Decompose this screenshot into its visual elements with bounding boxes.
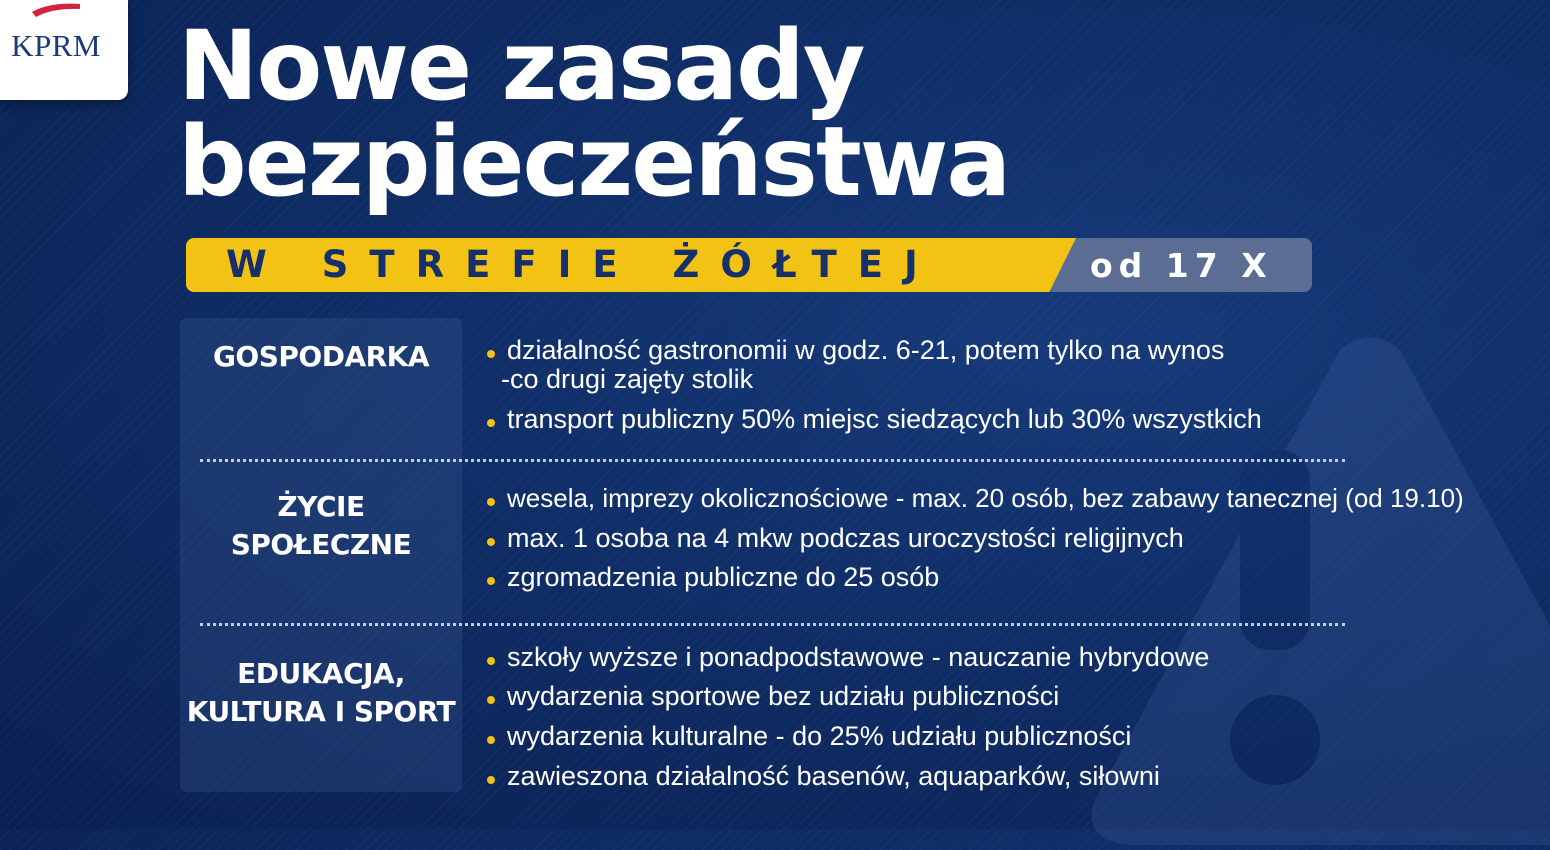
category-label-line-1: ŻYCIE <box>277 490 365 523</box>
bullet-icon <box>487 419 495 427</box>
bullet-icon <box>487 696 495 704</box>
section-divider <box>200 623 1345 626</box>
title-line-2: bezpieczeństwa <box>178 106 1010 218</box>
section-divider <box>200 459 1345 462</box>
category-label-line-2: KULTURA I SPORT <box>186 695 456 728</box>
list-item-text: szkoły wyższe i ponadpodstawowe - nauczanie hybrydowe <box>507 642 1210 672</box>
category-label-line-2: SPOŁECZNE <box>230 528 412 561</box>
flag-emblem-icon <box>30 0 82 18</box>
bullet-icon <box>487 657 495 665</box>
bullet-icon <box>487 498 495 506</box>
bullet-icon <box>487 776 495 784</box>
list-item-text: transport publiczny 50% miejsc siedzących lub 30% wszystkich <box>507 404 1262 434</box>
category-label: GOSPODARKA <box>212 340 430 373</box>
page-title <box>178 10 1010 218</box>
category-edukacja-kultura-sport <box>180 655 462 731</box>
bullet-icon <box>487 350 495 358</box>
logo-text: KPRM <box>11 28 101 63</box>
list-item-text: wydarzenia kulturalne - do 25% udziału publiczności <box>507 721 1132 751</box>
list-item-text: -co drugi zajęty stolik <box>501 364 754 394</box>
list-item-text: wydarzenia sportowe bez udziału publiczności <box>507 681 1060 711</box>
list-item-text: działalność gastronomii w godz. 6-21, potem tylko na wynos <box>507 335 1225 365</box>
category-gospodarka <box>180 338 462 376</box>
list-item-text: wesela, imprezy okolicznościowe - max. 20 osób, bez zabawy tanecznej (od 19.10) <box>507 483 1464 513</box>
zone-label: W STREFIE ŻÓŁTEJ <box>226 243 939 286</box>
title-line-1: Nowe zasady <box>178 10 864 122</box>
list-item-text: max. 1 osoba na 4 mkw podczas uroczystości religijnych <box>507 523 1184 553</box>
bullet-icon <box>487 577 495 585</box>
date-label: od 17 X <box>1090 246 1273 285</box>
category-zycie-spoleczne <box>180 488 462 564</box>
list-item-text: zgromadzenia publiczne do 25 osób <box>507 562 940 592</box>
category-label-line-1: EDUKACJA, <box>237 657 405 690</box>
list-item-text: zawieszona działalność basenów, aquaparków, siłowni <box>507 761 1160 791</box>
bullet-icon <box>487 538 495 546</box>
kprm-logo <box>0 0 128 100</box>
bullet-icon <box>487 736 495 744</box>
